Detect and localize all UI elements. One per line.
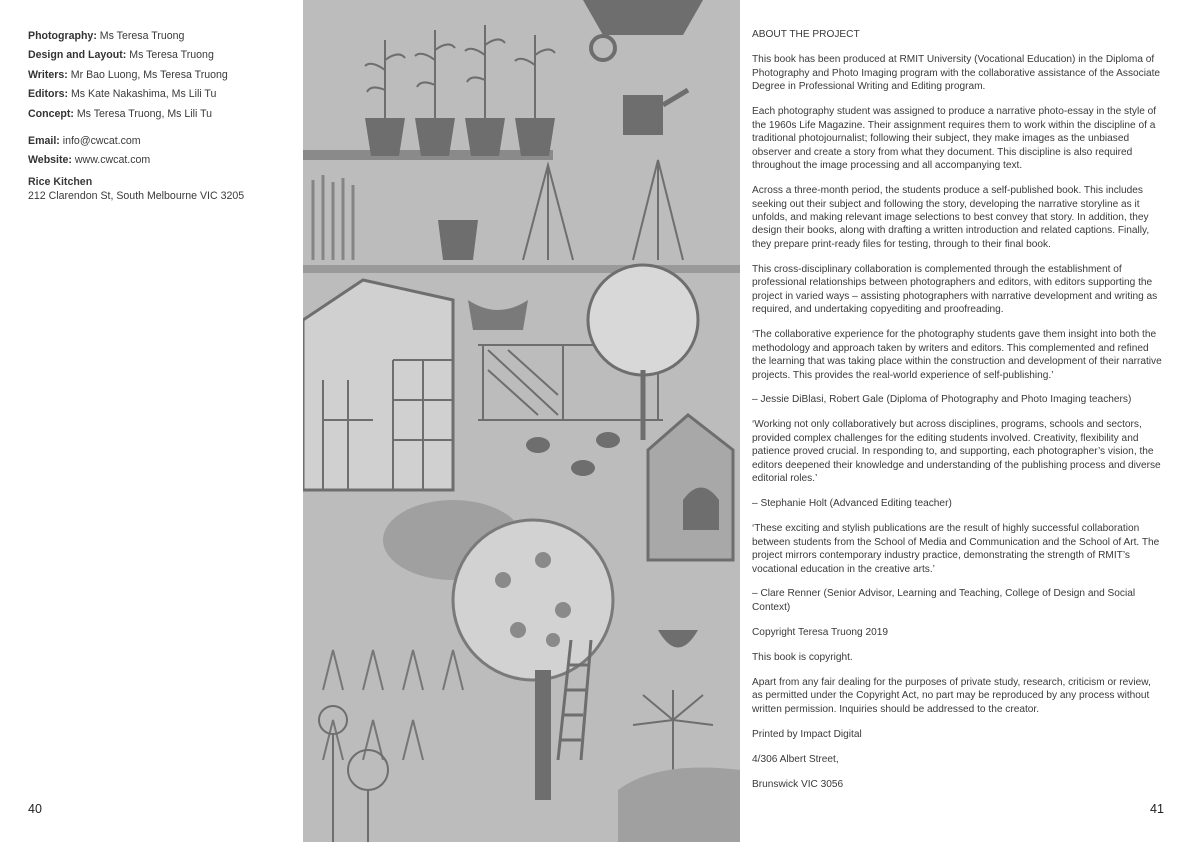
- quote-paragraph: ‘Working not only collaboratively but across disciplines, programs, schools and sectors, provided complex challenges for the editing students involved. Creativity, flexibility and patience proved crucial. In responding to, and supporting, each photographer’s vision, the editors deepened their knowledge and understanding of the publishing process and diverse editorial roles.’: [752, 419, 1161, 485]
- quote-paragraph: ‘The collaborative experience for the photography students gave them insight into both the methodology and approach taken by writers and editors. This complemented and refined the learning that was taking place within the construction and development of their narrative projects. This provides the real-world experience of self-publishing.’: [752, 329, 1162, 381]
- about-paragraph: This book has been produced at RMIT University (Vocational Education) in the Diploma of Photography and Photo Imaging program with the collaborative assistance of the Associate Degree in Professional Writing and Editing program.: [752, 54, 1161, 93]
- about-paragraph: Across a three-month period, the students produce a self-published book. This includes seeking out their subject and following the story, developing the narrative storyline as it unfolds, and making relevant image selections to best convey that story. In addition, they design their books, along with drafting a written introduction and related captions. Finally, they prepare print-ready files for testing, through to their final book.: [752, 185, 1150, 250]
- credit-photography: Photography: Ms Teresa Truong: [28, 30, 185, 42]
- about-project-column: [752, 28, 1164, 802]
- quote-attribution: – Stephanie Holt (Advanced Editing teacher): [752, 498, 952, 510]
- contact-email: Email: info@cwcat.com: [28, 135, 141, 148]
- credit-design: Design and Layout: Ms Teresa Truong: [28, 49, 214, 62]
- address-name: Rice Kitchen: [28, 175, 93, 188]
- contact-website: Website: www.cwcat.com: [28, 154, 151, 167]
- page-number-left: 40: [28, 802, 42, 816]
- credit-concept: Concept: Ms Teresa Truong, Ms Lili Tu: [28, 107, 213, 120]
- address-line: 212 Clarendon St, South Melbourne VIC 3205: [28, 189, 245, 202]
- credit-writers: Writers: Mr Bao Luong, Ms Teresa Truong: [28, 68, 228, 81]
- quote-attribution: – Clare Renner (Senior Advisor, Learning and Teaching, College of Design and Social Context): [752, 588, 1136, 613]
- about-paragraph: Each photography student was assigned to produce a narrative photo-essay in the style of the 1960s Life Magazine. Their assignment requires them to work within the discipline of a traditional photojournalist; following their subject, they make images as the unbiased observer and create a story from what they document. This discipline is also required throughout the image processing and all accompanying text.: [752, 106, 1157, 172]
- copyright-notice: This book is copyright.: [752, 651, 853, 663]
- quote-paragraph: ‘These exciting and stylish publications are the result of highly successful collaboration between students from the School of Media and Communication and the School of Art. The project mirrors contemporary industry practice, demonstrating the strength of RMIT’s vocational education in the creative arts.’: [752, 523, 1160, 575]
- about-paragraph: This cross-disciplinary collaboration is complemented through the establishment of professional relationships between photographers and editors, with editors supporting the project in varied ways – assisting photographers with narrative development and writing as required, and undertaking copyediting and proofreading.: [752, 263, 1158, 316]
- copyright-terms: Apart from any fair dealing for the purposes of private study, research, criticism or review, as permitted under the Copyright Act, no part may be reproduced by any process without written permission. Inquiries should be addressed to the creator.: [752, 676, 1151, 715]
- credits-block: [28, 27, 288, 203]
- quote-attribution: – Jessie DiBlasi, Robert Gale (Diploma of Photography and Photo Imaging teachers): [752, 394, 1132, 406]
- printer-name: Printed by Impact Digital: [752, 728, 862, 740]
- printer-suburb: Brunswick VIC 3056: [752, 778, 844, 790]
- credit-editors: Editors: Ms Kate Nakashima, Ms Lili Tu: [28, 88, 217, 101]
- about-heading: ABOUT THE PROJECT: [752, 29, 860, 40]
- page-number-right: 41: [1150, 802, 1164, 816]
- garden-illustration-art: [303, 0, 740, 842]
- printer-street: 4/306 Albert Street,: [752, 753, 839, 765]
- garden-illustration: [303, 0, 740, 842]
- copyright-line: Copyright Teresa Truong 2019: [752, 626, 889, 638]
